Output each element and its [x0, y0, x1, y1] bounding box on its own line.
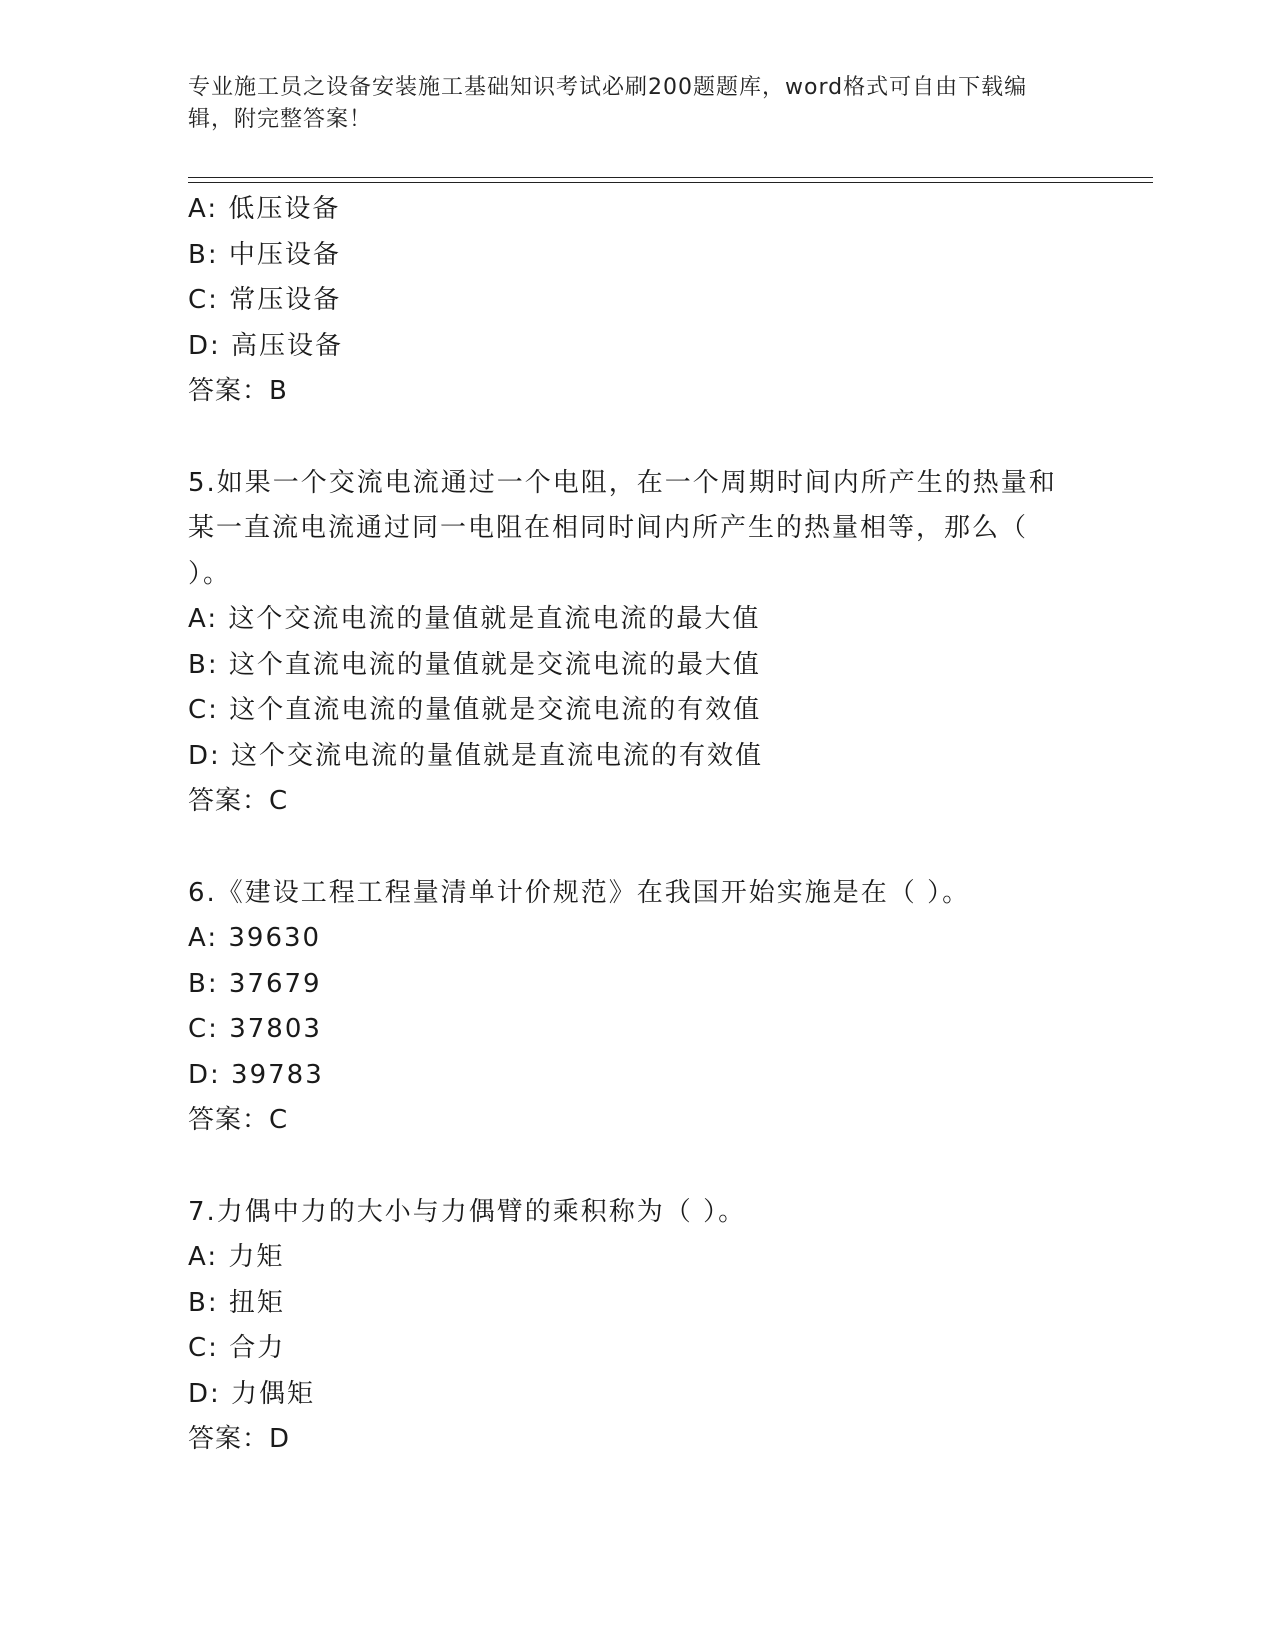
option-c	[188, 688, 1128, 734]
question-6	[188, 871, 1128, 1144]
option-b	[188, 233, 1128, 279]
option-text: 39630	[228, 923, 322, 953]
question-stem: 6.《建设工程工程量清单计价规范》在我国开始实施是在（ ）。	[188, 877, 971, 908]
answer-line	[188, 369, 1128, 415]
option-letter: A:	[188, 604, 219, 634]
option-letter: B:	[188, 1287, 219, 1318]
answer-value: C	[269, 1105, 289, 1135]
question-5	[188, 461, 1128, 825]
option-d	[188, 1372, 1128, 1418]
option-letter: D:	[188, 1378, 221, 1409]
question-7	[188, 1190, 1128, 1463]
option-letter: B:	[188, 968, 219, 999]
option-text: 力矩	[228, 1242, 285, 1272]
option-text: 低压设备	[228, 194, 341, 224]
answer-value: C	[269, 786, 289, 816]
document-header: 专业施工员之设备安装施工基础知识考试必刷200题题库，word格式可自由下载编辑，附完整答案！	[188, 75, 1028, 132]
option-text: 力偶矩	[231, 1378, 316, 1409]
option-text: 这个直流电流的量值就是交流电流的有效值	[229, 695, 762, 725]
answer-line	[188, 1098, 1128, 1144]
option-a	[188, 187, 1128, 233]
option-letter: C:	[188, 1333, 219, 1363]
option-text: 这个交流电流的量值就是直流电流的最大值	[228, 604, 761, 634]
question-continued	[188, 187, 1128, 415]
option-a	[188, 916, 1128, 962]
option-c	[188, 1007, 1128, 1053]
option-letter: C:	[188, 695, 219, 725]
option-b	[188, 962, 1128, 1008]
option-a	[188, 597, 1128, 643]
question-stem: 5.如果一个交流电流通过一个电阻，在一个周期时间内所产生的热量和某一直流电流通过同一电阻在相同时间内所产生的热量相等，那么（ ）。	[188, 467, 1057, 589]
option-text: 这个直流电流的量值就是交流电流的最大值	[228, 649, 761, 680]
option-text: 中压设备	[228, 239, 341, 270]
question-stem: 7.力偶中力的大小与力偶臂的乘积称为（ ）。	[188, 1196, 747, 1227]
option-text: 这个交流电流的量值就是直流电流的有效值	[231, 740, 764, 771]
option-c	[188, 1326, 1128, 1372]
option-d	[188, 324, 1128, 370]
option-letter: C:	[188, 285, 219, 315]
option-letter: D:	[188, 740, 221, 771]
answer-value: D	[269, 1424, 291, 1454]
option-text: 37803	[229, 1014, 322, 1044]
option-c	[188, 278, 1128, 324]
answer-label: 答案：	[188, 1424, 270, 1454]
answer-value: B	[269, 376, 288, 406]
option-d	[188, 1053, 1128, 1099]
spacer	[188, 1144, 1128, 1190]
answer-label: 答案：	[188, 1105, 270, 1135]
option-text: 37679	[228, 968, 322, 999]
answer-line	[188, 779, 1128, 825]
option-text: 扭矩	[228, 1287, 285, 1318]
option-letter: B:	[188, 649, 219, 680]
answer-line	[188, 1417, 1128, 1463]
option-letter: A:	[188, 1242, 219, 1272]
option-letter: B:	[188, 239, 219, 270]
option-text: 高压设备	[231, 330, 344, 361]
option-text: 合力	[229, 1333, 286, 1363]
spacer	[188, 825, 1128, 871]
answer-label: 答案：	[188, 376, 270, 406]
option-letter: D:	[188, 330, 221, 361]
option-letter: C:	[188, 1014, 219, 1044]
option-letter: A:	[188, 923, 219, 953]
option-b	[188, 1281, 1128, 1327]
header-divider-top	[188, 177, 1153, 178]
option-text: 常压设备	[229, 285, 342, 315]
question-list	[188, 187, 1128, 1463]
answer-label: 答案：	[188, 786, 270, 816]
option-b	[188, 643, 1128, 689]
option-d	[188, 734, 1128, 780]
option-letter: D:	[188, 1059, 221, 1090]
option-text: 39783	[231, 1059, 324, 1090]
option-a	[188, 1235, 1128, 1281]
option-letter: A:	[188, 194, 219, 224]
header-divider-bottom	[188, 182, 1153, 183]
spacer	[188, 415, 1128, 461]
